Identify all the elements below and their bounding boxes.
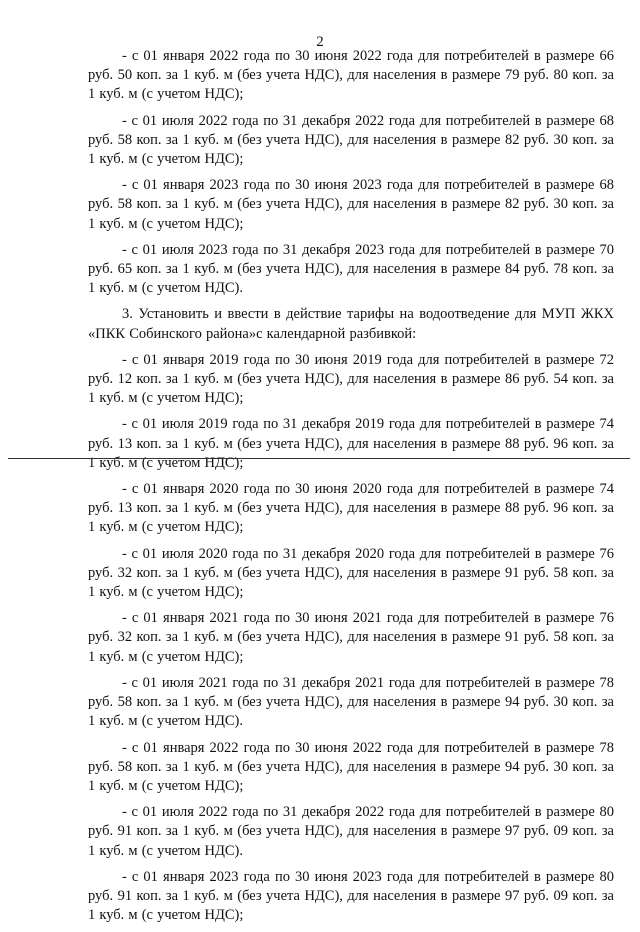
section-heading-paragraph: 3. Установить и ввести в действие тарифы на водоотведение для МУП ЖКХ «ПКК Собинского района»с календарной разбивкой: <box>88 306 614 342</box>
tariff-paragraph: - с 01 января 2023 года по 30 июня 2023 года для потребителей в размере 80 руб. 91 коп. за 1 куб. м (без учета НДС), для населения в размере 97 руб. 09 коп. за 1 куб. м (с учетом НДС); <box>88 868 614 924</box>
tariff-paragraph: - с 01 июля 2019 года по 31 декабря 2019 года для потребителей в размере 74 руб. 13 коп. за 1 куб. м (без учета НДС), для населения в размере 88 руб. 96 коп. за 1 куб. м (с учетом НДС); <box>88 416 614 471</box>
tariff-paragraph: - с 01 января 2023 года по 30 июня 2023 года для потребителей в размере 68 руб. 58 коп. за 1 куб. м (без учета НДС), для населения в размере 82 руб. 30 коп. за 1 куб. м (с учетом НДС); <box>88 177 614 232</box>
tariff-paragraph: - с 01 июля 2022 года по 31 декабря 2022 года для потребителей в размере 68 руб. 58 коп. за 1 куб. м (без учета НДС), для населения в размере 82 руб. 30 коп. за 1 куб. м (с учетом НДС); <box>88 112 614 168</box>
tariff-paragraph: - с 01 января 2021 года по 30 июня 2021 года для потребителей в размере 76 руб. 32 коп. за 1 куб. м (без учета НДС), для населения в размере 91 руб. 58 коп. за 1 куб. м (с учетом НДС); <box>88 610 614 665</box>
page-number: 2 <box>316 34 324 50</box>
scan-artifact-line <box>8 458 630 459</box>
tariff-paragraph: - с 01 июля 2020 года по 31 декабря 2020 года для потребителей в размере 76 руб. 32 коп. за 1 куб. м (без учета НДС), для населения в размере 91 руб. 58 коп. за 1 куб. м (с учетом НДС); <box>88 545 614 601</box>
tariff-paragraph: - с 01 июля 2021 года по 31 декабря 2021 года для потребителей в размере 78 руб. 58 коп. за 1 куб. м (без учета НДС), для населения в размере 94 руб. 30 коп. за 1 куб. м (с учетом НДС). <box>88 674 614 730</box>
tariff-paragraph: - с 01 января 2019 года по 30 июня 2019 года для потребителей в размере 72 руб. 12 коп. за 1 куб. м (без учета НДС), для населения в размере 86 руб. 54 коп. за 1 куб. м (с учетом НДС); <box>88 351 614 407</box>
tariff-paragraph: - с 01 июля 2023 года по 31 декабря 2023 года для потребителей в размере 70 руб. 65 коп. за 1 куб. м (без учета НДС), для населения в размере 84 руб. 78 коп. за 1 куб. м (с учетом НДС). <box>88 241 614 297</box>
tariff-paragraph: - с 01 июля 2022 года по 31 декабря 2022 года для потребителей в размере 80 руб. 91 коп. за 1 куб. м (без учета НДС), для населения в размере 97 руб. 09 коп. за 1 куб. м (с учетом НДС). <box>88 804 614 859</box>
tariff-paragraph: - с 01 января 2022 года по 30 июня 2022 года для потребителей в размере 66 руб. 50 коп. за 1 куб. м (без учета НДС), для населения в размере 79 руб. 80 коп. за 1 куб. м (с учетом НДС); <box>88 48 614 103</box>
document-body <box>88 47 614 932</box>
tariff-paragraph: - с 01 января 2022 года по 30 июня 2022 года для потребителей в размере 78 руб. 58 коп. за 1 куб. м (без учета НДС), для населения в размере 94 руб. 30 коп. за 1 куб. м (с учетом НДС); <box>88 739 614 794</box>
tariff-paragraph: - с 01 января 2020 года по 30 июня 2020 года для потребителей в размере 74 руб. 13 коп. за 1 куб. м (без учета НДС), для населения в размере 88 руб. 96 коп. за 1 куб. м (с учетом НДС); <box>88 481 614 536</box>
